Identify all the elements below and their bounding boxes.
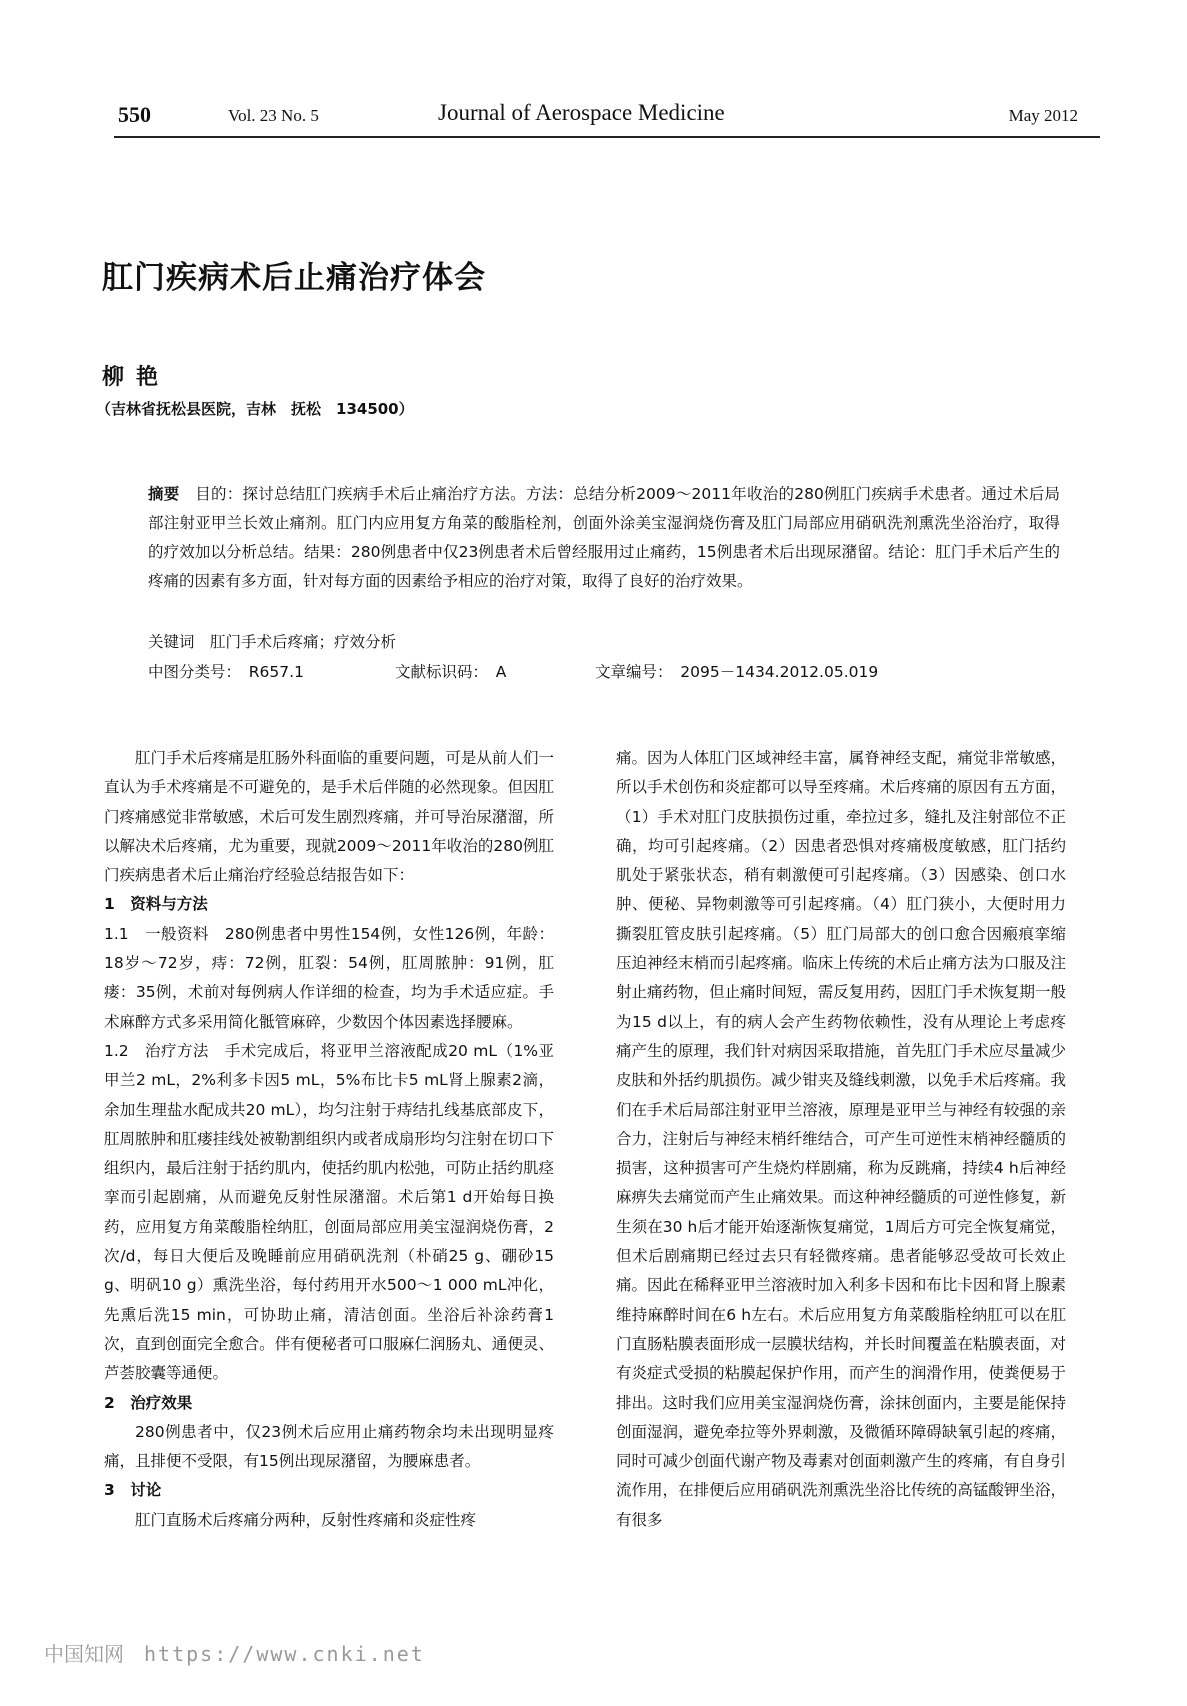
results-paragraph: 280例患者中，仅23例术后应用止痛药物余均未出现明显疼痛，且排便不受限，有15例出现尿潴留，为腰麻患者。	[104, 1422, 554, 1471]
author-name: 柳艳	[102, 365, 171, 390]
journal-name: Journal of Aerospace Medicine	[438, 100, 725, 125]
footer-url[interactable]: https://www.cnki.net	[144, 1642, 425, 1666]
page-number: 550	[118, 102, 151, 127]
keywords: 肛门手术后疼痛；疗效分析	[210, 633, 397, 651]
body-column-left	[104, 744, 554, 1535]
clc-label: 中图分类号：	[148, 663, 234, 681]
section-heading-3: 3 讨论	[104, 1481, 162, 1500]
article-no-value: 2095－1434.2012.05.019	[680, 663, 879, 681]
doc-code-label: 文献标识码：	[395, 663, 481, 681]
abstract-label: 摘要	[148, 485, 180, 503]
subsection-1-2: 1.2 治疗方法 手术完成后，将亚甲兰溶液配成20 mL（1%亚甲兰2 mL，2%利多卡因5 mL，5%布比卡5 mL肾上腺素2滴，余加生理盐水配成共20 mL），均匀注射于痔结扎线基底部皮下，肛周脓肿和肛瘘挂线处被勒割组织内或者成扇形均匀注射在切口下组织内，最后注射于括约肌内，使括约肌内松弛，可防止括约肌痉挛而引起剧痛，从而避免反射性尿潴溜。术后第1 d开始每日换药，应用复方角菜酸脂栓纳肛，创面局部应用美宝湿润烧伤膏，2次/d，每日大便后及晚睡前应用硝矾洗剂（朴硝25 g、硼砂15 g、明矾10 g）熏洗坐浴，每付药用开水500～1 000 mL冲化，先熏后洗15 min，可协助止痛，清洁创面。坐浴后补涂药膏1次，直到创面完全愈合。伴有便秘者可口服麻仁润肠丸、通便灵、芦荟胶囊等通便。	[104, 1041, 554, 1383]
clc-value: R657.1	[248, 663, 304, 681]
abstract-meta	[148, 627, 1060, 687]
abstract	[148, 480, 1060, 596]
section-heading-1: 1 资料与方法	[104, 895, 208, 914]
footer-site-name: 中国知网	[44, 1642, 124, 1666]
section-heading-2: 2 治疗效果	[104, 1393, 193, 1412]
intro-paragraph: 肛门手术后疼痛是肛肠外科面临的重要问题，可是从前人们一直认为手术疼痛是不可避免的，是手术后伴随的必然现象。但因肛门疼痛感觉非常敏感，术后可发生剧烈疼痛，并可导治尿潴溜，所以解决术后疼痛，尤为重要，现就2009～2011年收治的280例肛门疾病患者术后止痛治疗经验总结报告如下：	[104, 749, 554, 885]
keywords-row	[148, 627, 1060, 657]
running-header	[118, 96, 1078, 132]
discussion-paragraph-start: 肛门直肠术后疼痛分两种，反射性疼痛和炎症性疼	[135, 1510, 477, 1529]
article-no-label: 文章编号：	[595, 663, 665, 681]
abstract-text: 目的：探讨总结肛门疾病手术后止痛治疗方法。方法：总结分析2009～2011年收治的280例肛门疾病手术患者。通过术后局部注射亚甲兰长效止痛剂。肛门内应用复方角菜的酸脂栓剂，创面外涂美宝湿润烧伤膏及肛门局部应用硝矾洗剂熏洗坐浴治疗，取得的疗效加以分析总结。结果：280例患者中仅23例患者术后曾经服用过止痛药，15例患者术后出现尿潴留。结论：肛门手术后产生的疼痛的因素有多方面，针对每方面的因素给予相应的治疗对策，取得了良好的治疗效果。	[148, 485, 1060, 590]
author-affiliation: （吉林省抚松县医院，吉林 抚松 134500）	[96, 400, 414, 418]
subsection-1-1: 1.1 一般资料 280例患者中男性154例，女性126例，年龄：18岁～72岁，痔：72例，肛裂：54例，肛周脓肿：91例，肛瘘：35例，术前对每例病人作详细的检查，均为手术适应症。手术麻醉方式多采用简化骶管麻碎，少数因个体因素选择腰麻。	[104, 924, 554, 1031]
body-column-right	[616, 744, 1066, 1535]
discussion-paragraph-continued: 痛。因为人体肛门区域神经丰富，属脊神经支配，痛觉非常敏感，所以手术创伤和炎症都可以导至疼痛。术后疼痛的原因有五方面，（1）手术对肛门皮肤损伤过重，牵拉过多，缝扎及注射部位不正确，均可引起疼痛。（2）因患者恐惧对疼痛极度敏感，肛门括约肌处于紧张状态，稍有刺激便可引起疼痛。（3）因感染、创口水肿、便秘、异物刺激等可引起疼痛。（4）肛门狭小，大便时用力撕裂肛管皮肤引起疼痛。（5）肛门局部大的创口愈合因瘢痕挛缩压迫神经末梢而引起疼痛。临床上传统的术后止痛方法为口服及注射止痛药物，但止痛时间短，需反复用药，因肛门手术恢复期一般为15 d以上，有的病人会产生药物依赖性，没有从理论上考虑疼痛产生的原理，我们针对病因采取措施，首先肛门手术应尽量减少皮肤和外括约肌损伤。减少钳夹及缝线刺激，以免手术后疼痛。我们在手术后局部注射亚甲兰溶液，原理是亚甲兰与神经有较强的亲合力，注射后与神经末梢纤维结合，可产生可逆性末梢神经髓质的损害，这种损害可产生烧灼样剧痛，称为反跳痛，持续4 h后神经麻痹失去痛觉而产生止痛效果。而这种神经髓质的可逆性修复，新生须在30 h后才能开始逐渐恢复痛觉，1周后方可完全恢复痛觉，但术后剧痛期已经过去只有轻微疼痛。患者能够忍受故可长效止痛。因此在稀释亚甲兰溶液时加入利多卡因和布比卡因和肾上腺素维持麻醉时间在6 h左右。术后应用复方角菜酸脂栓纳肛可以在肛门直肠粘膜表面形成一层膜状结构，并长时间覆盖在粘膜表面，对有炎症式受损的粘膜起保护作用，而产生的润滑作用，使粪便易于排出。这时我们应用美宝湿润烧伤膏，涂抹创面内，主要是能保持创面湿润，避免牵拉等外界刺激，及微循环障碍缺氧引起的疼痛，同时可减少创面代谢产物及毒素对创面刺激产生的疼痛，有自身引流作用，在排便后应用硝矾洗剂熏洗坐浴比传统的高锰酸钾坐浴，有很多	[616, 749, 1066, 1529]
keywords-label: 关键词	[148, 633, 195, 651]
watermark-footer	[44, 1638, 425, 1667]
header-rule	[114, 136, 1100, 138]
doc-code-value: A	[495, 663, 507, 681]
classification-row	[148, 657, 1060, 687]
issue-date: May 2012	[1008, 106, 1078, 125]
article-title: 肛门疾病术后止痛治疗体会	[102, 260, 486, 296]
volume-issue: Vol. 23 No. 5	[228, 106, 319, 125]
